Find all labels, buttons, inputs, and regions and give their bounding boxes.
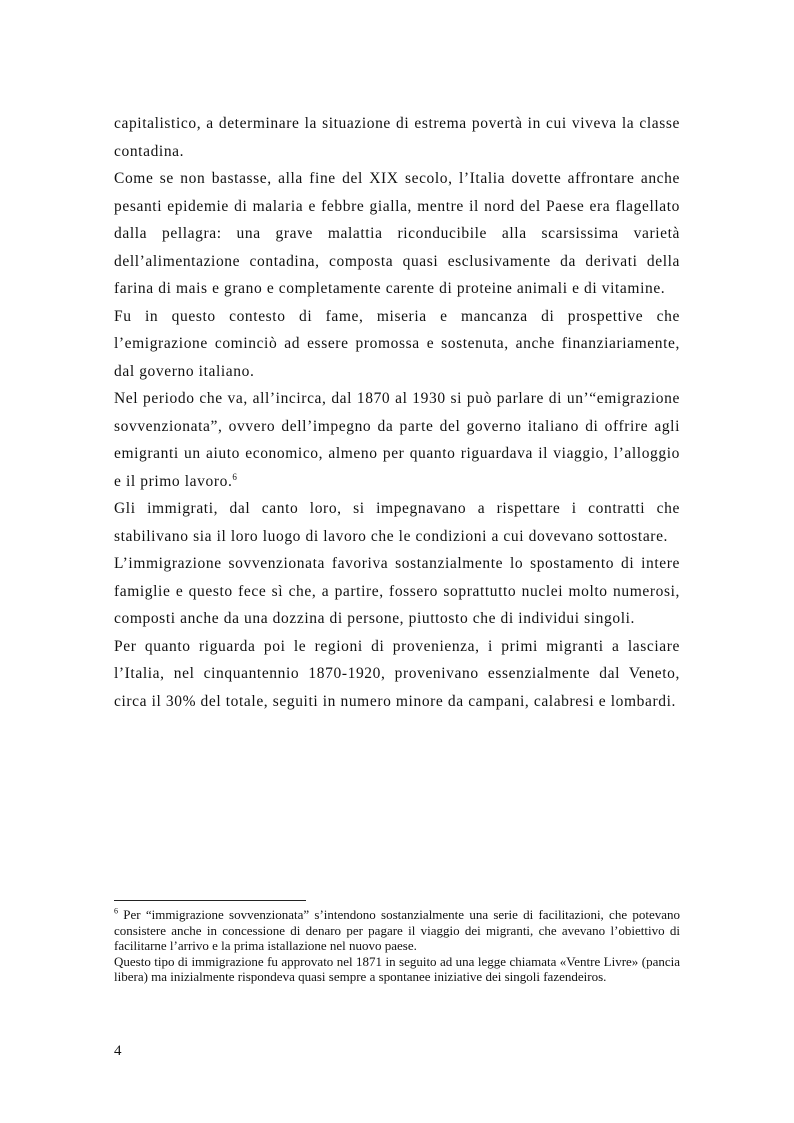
paragraph-6: L’immigrazione sovvenzionata favoriva sostanzialmente lo spostamento di intere famiglie e questo fece sì che, a partire, fossero soprattutto nuclei molto numerosi, composti anche da una dozzina di persone, piuttosto che di individui singoli. — [114, 555, 680, 627]
paragraph-2: Come se non bastasse, alla fine del XIX secolo, l’Italia dovette affrontare anche pesanti epidemie di malaria e febbre gialla, mentre il nord del Paese era flagellato dalla pellagra: una grave malattia riconducibile alla scarsissima varietà dell’alimentazione contadina, composta quasi esclusivamente da derivati della farina di mais e grano e completamente carente di proteine animali e di vitamine. — [114, 170, 680, 297]
paragraph-5: Gli immigrati, dal canto loro, si impegnavano a rispettare i contratti che stabilivano sia il loro luogo di lavoro che le condizioni a cui dovevano sottostare. — [114, 500, 680, 545]
footnote-6 — [114, 907, 680, 954]
paragraph-4-text: Nel periodo che va, all’incirca, dal 1870 al 1930 si può parlare di un’“emigrazione sovvenzionata”, ovvero dell’impegno da parte del governo italiano di offrire agli emigranti un aiuto economico, almeno per quanto riguardava il viaggio, l’alloggio e il primo lavoro. — [114, 390, 680, 490]
body-text — [114, 110, 680, 715]
footnote-number: 6 — [114, 906, 118, 916]
footnote-text-1: Per “immigrazione sovvenzionata” s’intendono sostanzialmente una serie di facilitazioni, che potevano consistere anche in concessione di denaro per pagare il viaggio dei migranti, che avevano l’obiettivo di facilitarne l’arrivo e la prima istallazione nel nuovo paese. — [114, 907, 680, 953]
paragraph-1: capitalistico, a determinare la situazione di estrema povertà in cui viveva la classe contadina. — [114, 115, 680, 160]
footnote-separator — [114, 900, 306, 901]
footnote-6-continued: Questo tipo di immigrazione fu approvato nel 1871 in seguito ad una legge chiamata «Ventre Livre» (pancia libera) ma inizialmente rispondeva quasi sempre a spontanee iniziative dei singoli fazendeiros. — [114, 953, 680, 984]
footnotes — [114, 907, 680, 985]
paragraph-3: Fu in questo contesto di fame, miseria e mancanza di prospettive che l’emigrazione cominciò ad essere promossa e sostenuta, anche finanziariamente, dal governo italiano. — [114, 307, 680, 380]
page-number: 4 — [114, 1043, 122, 1059]
paragraph-4 — [114, 385, 680, 495]
paragraph-7: Per quanto riguarda poi le regioni di provenienza, i primi migranti a lasciare l’Italia, nel cinquantennio 1870-1920, provenivano essenzialmente dal Veneto, circa il 30% del totale, seguiti in numero minore da campani, calabresi e lombardi. — [114, 637, 680, 710]
footnote-reference[interactable]: 6 — [232, 471, 237, 482]
